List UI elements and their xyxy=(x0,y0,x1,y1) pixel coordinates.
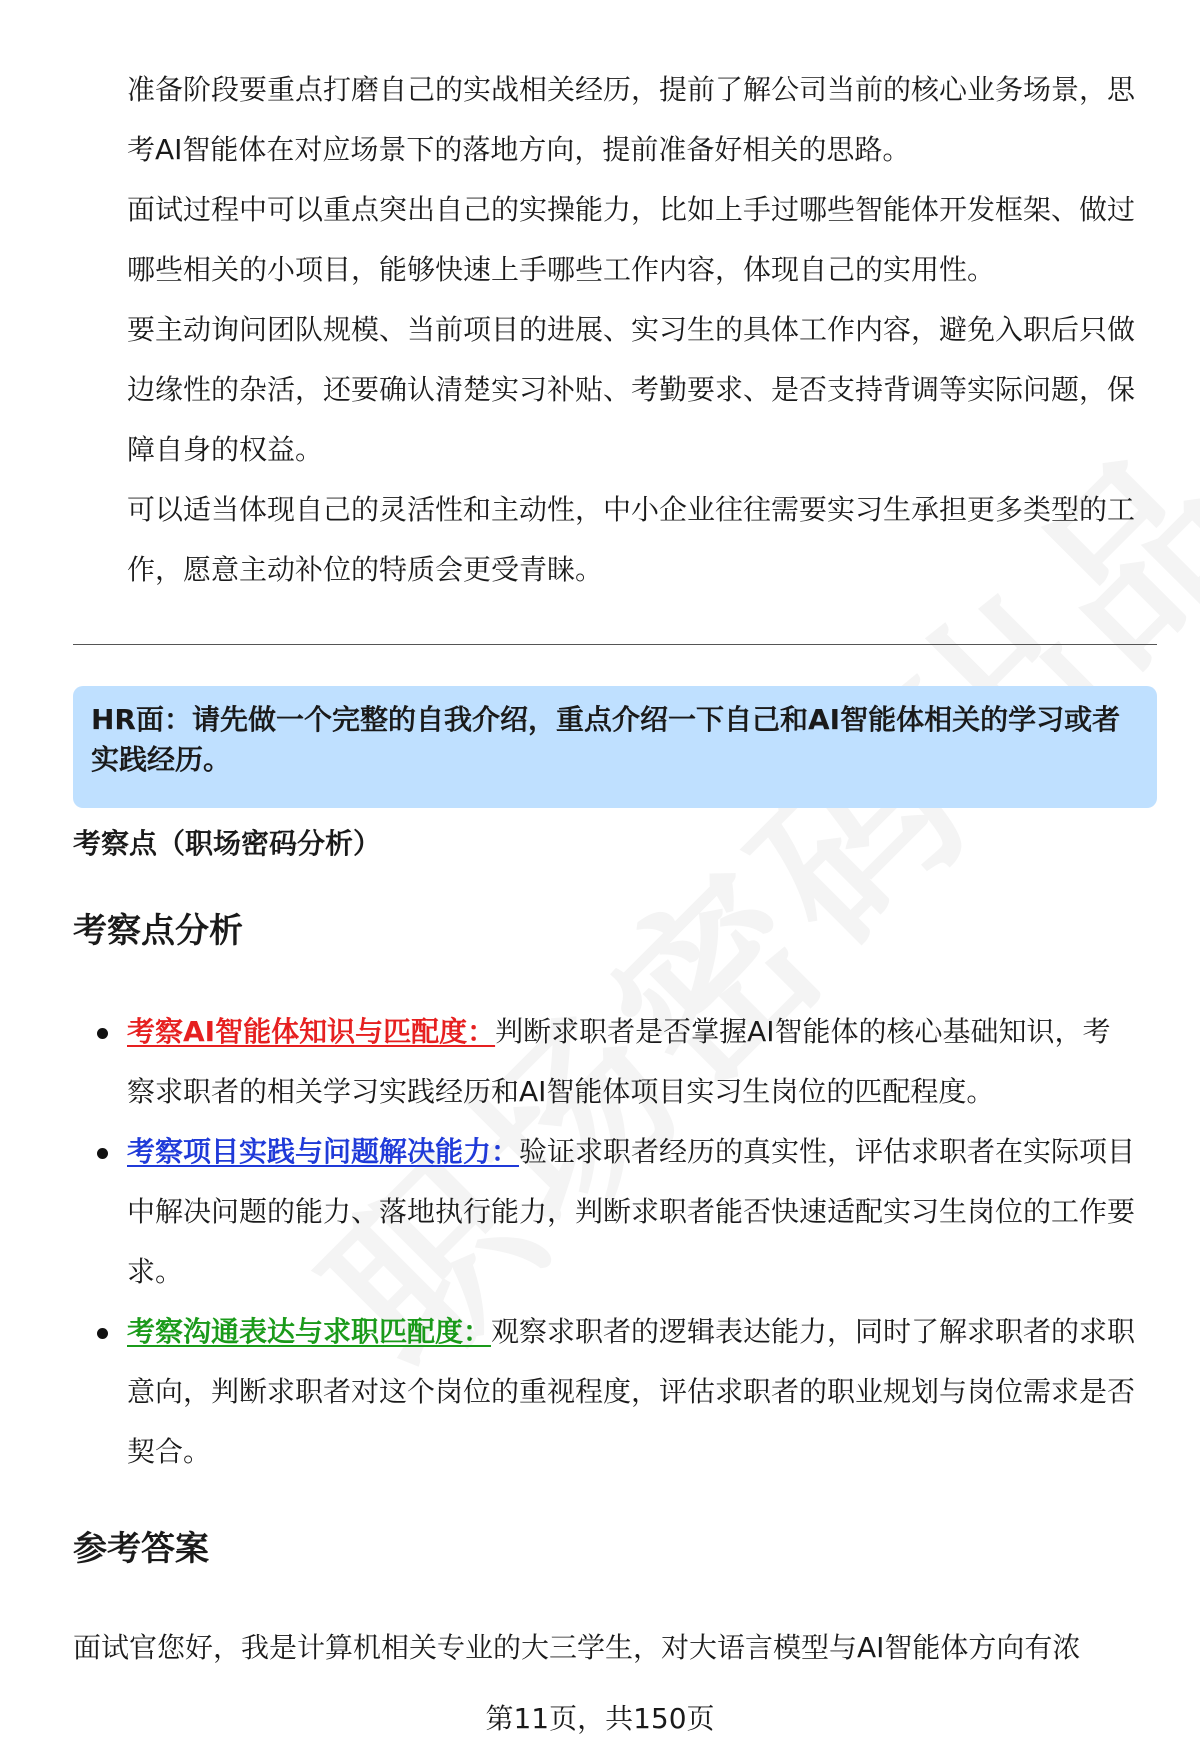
bullet-text: 观察求职者的逻辑表达能力，同时了解求职者的求职意向，判断求职者对这个岗位的重视程度，评估求职者的职业规划与岗位需求是否契合。 xyxy=(127,1315,1136,1468)
bullet-text: 判断求职者是否掌握AI智能体的核心基础知识，考察求职者的相关学习实践经历和AI智能体项目实习生岗位的匹配程度。 xyxy=(127,1015,1111,1108)
bullet-dot-icon xyxy=(97,1028,108,1039)
question-text: HR面：请先做一个完整的自我介绍，重点介绍一下自己和AI智能体相关的学习或者实践经历。 xyxy=(91,703,1121,776)
bullet-dot-icon xyxy=(97,1148,108,1159)
question-box xyxy=(73,686,1157,808)
intro-paragraph-3: 要主动询问团队规模、当前项目的进展、实习生的具体工作内容，避免入职后只做边缘性的杂活，还要确认清楚实习补贴、考勤要求、是否支持背调等实际问题，保障自身的权益。 xyxy=(127,313,1136,466)
answer-heading: 参考答案 xyxy=(73,1529,209,1569)
answer-text: 面试官您好，我是计算机相关专业的大三学生，对大语言模型与AI智能体方向有浓 xyxy=(73,1631,1081,1664)
kcd-label: 考察点（职场密码分析） xyxy=(73,827,382,860)
bullet-item-3 xyxy=(127,1302,1137,1482)
bullet-text: 验证求职者经历的真实性，评估求职者在实际项目中解决问题的能力、落地执行能力，判断求职者能否快速适配实习生岗位的工作要求。 xyxy=(127,1135,1136,1288)
bullet-keyword: 考察沟通表达与求职匹配度： xyxy=(127,1315,492,1348)
intro-paragraph-1: 准备阶段要重点打磨自己的实战相关经历，提前了解公司当前的核心业务场景，思考AI智能体在对应场景下的落地方向，提前准备好相关的思路。 xyxy=(127,73,1136,166)
bullet-item-1 xyxy=(127,1002,1137,1122)
bullet-item-2 xyxy=(127,1122,1137,1302)
bullet-keyword: 考察AI智能体知识与匹配度： xyxy=(127,1015,496,1048)
section-divider xyxy=(73,644,1157,645)
bullet-keyword: 考察项目实践与问题解决能力： xyxy=(127,1135,520,1168)
page-footer: 第11页，共150页 xyxy=(485,1702,715,1735)
bullet-dot-icon xyxy=(97,1328,108,1339)
intro-paragraph-2: 面试过程中可以重点突出自己的实操能力，比如上手过哪些智能体开发框架、做过哪些相关的小项目，能够快速上手哪些工作内容，体现自己的实用性。 xyxy=(127,193,1136,286)
intro-paragraph-4: 可以适当体现自己的灵活性和主动性，中小企业往往需要实习生承担更多类型的工作，愿意主动补位的特质会更受青睐。 xyxy=(127,493,1136,586)
analysis-heading: 考察点分析 xyxy=(73,911,243,951)
